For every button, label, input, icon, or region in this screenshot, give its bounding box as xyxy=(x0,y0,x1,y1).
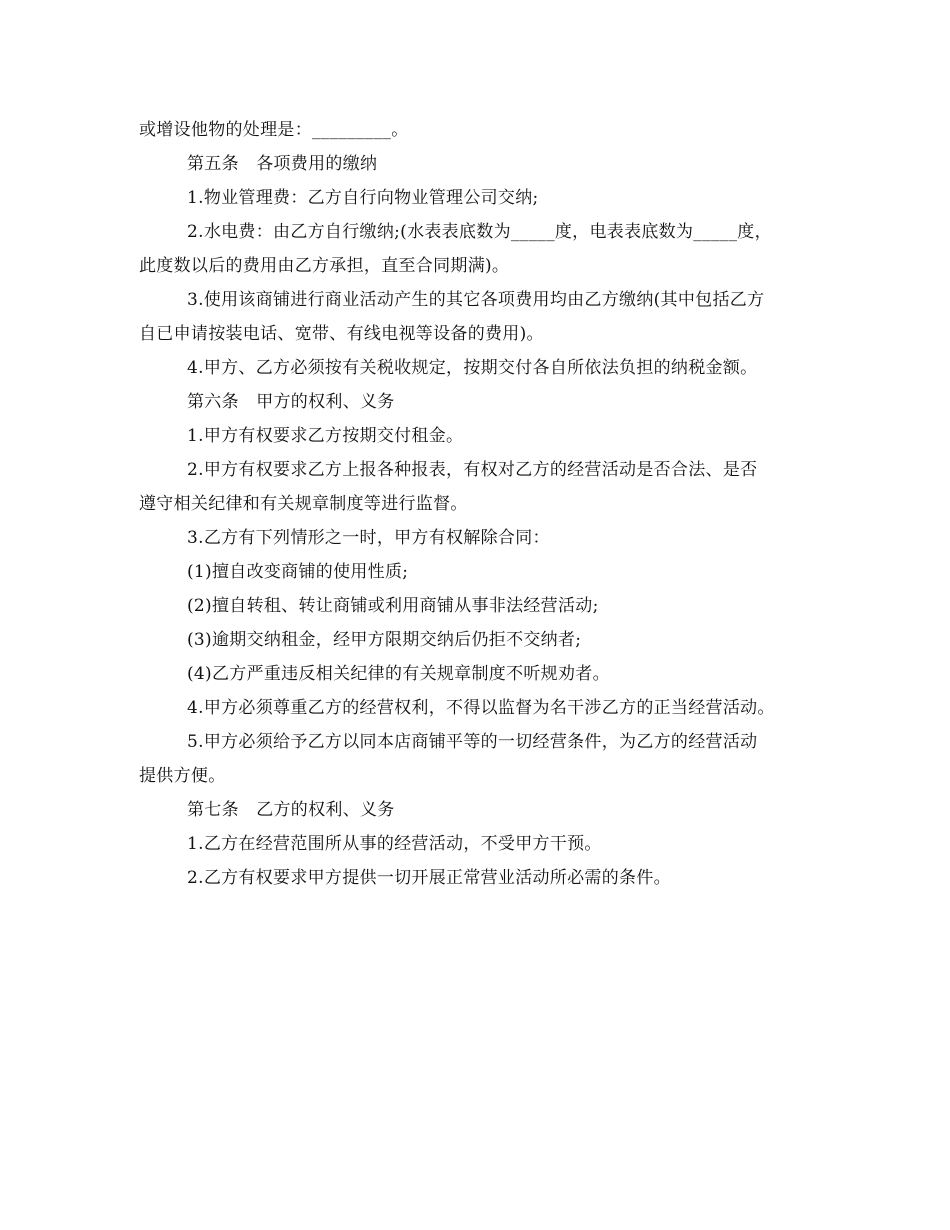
clause-5-4: 4.甲方、乙方必须按有关税收规定，按期交付各自所依法负担的纳税金额。 xyxy=(187,358,758,378)
clause-5-2: 2.水电费：由乙方自行缴纳;(水表表底数为_____度，电表表底数为_____度， xyxy=(187,222,772,242)
clause-6-5-continuation: 提供方便。 xyxy=(139,766,226,786)
clause-5-1: 1.物业管理费：乙方自行向物业管理公司交纳; xyxy=(187,188,539,208)
clause-6-5: 5.甲方必须给予乙方以同本店商铺平等的一切经营条件，为乙方的经营活动 xyxy=(187,732,758,752)
clause-6-4: 4.甲方必须尊重乙方的经营权利，不得以监督为名干涉乙方的正当经营活动。 xyxy=(187,698,775,718)
clause-6-3-item-4: (4)乙方严重违反相关纪律的有关规章制度不听规劝者。 xyxy=(187,664,610,684)
clause-6-3-item-3: (3)逾期交纳租金，经甲方限期交纳后仍拒不交纳者; xyxy=(187,630,582,650)
clause-7-2: 2.乙方有权要求甲方提供一切开展正常营业活动所必需的条件。 xyxy=(187,868,671,888)
clause-7-1: 1.乙方在经营范围所从事的经营活动，不受甲方干预。 xyxy=(187,834,602,854)
clause-6-1: 1.甲方有权要求乙方按期交付租金。 xyxy=(187,426,464,446)
clause-5-3-continuation: 自已申请按装电话、宽带、有线电视等设备的费用)。 xyxy=(139,324,544,344)
clause-6-2: 2.甲方有权要求乙方上报各种报表，有权对乙方的经营活动是否合法、是否 xyxy=(187,460,758,480)
clause-6-2-continuation: 遵守相关纪律和有关规章制度等进行监督。 xyxy=(139,494,468,514)
text-line-continuation: 或增设他物的处理是：_________。 xyxy=(139,120,409,140)
clause-6-3-item-2: (2)擅自转租、转让商铺或利用商铺从事非法经营活动; xyxy=(187,596,599,616)
section-heading-article-5: 第五条 各项费用的缴纳 xyxy=(187,154,378,174)
clause-5-2-continuation: 此度数以后的费用由乙方承担，直至合同期满)。 xyxy=(139,256,510,276)
clause-6-3: 3.乙方有下列情形之一时，甲方有权解除合同： xyxy=(187,528,550,548)
clause-6-3-item-1: (1)擅自改变商铺的使用性质; xyxy=(187,562,409,582)
section-heading-article-6: 第六条 甲方的权利、义务 xyxy=(187,392,395,412)
contract-text xyxy=(139,113,829,895)
clause-5-3: 3.使用该商铺进行商业活动产生的其它各项费用均由乙方缴纳(其中包括乙方 xyxy=(187,290,765,310)
section-heading-article-7: 第七条 乙方的权利、义务 xyxy=(187,800,395,820)
